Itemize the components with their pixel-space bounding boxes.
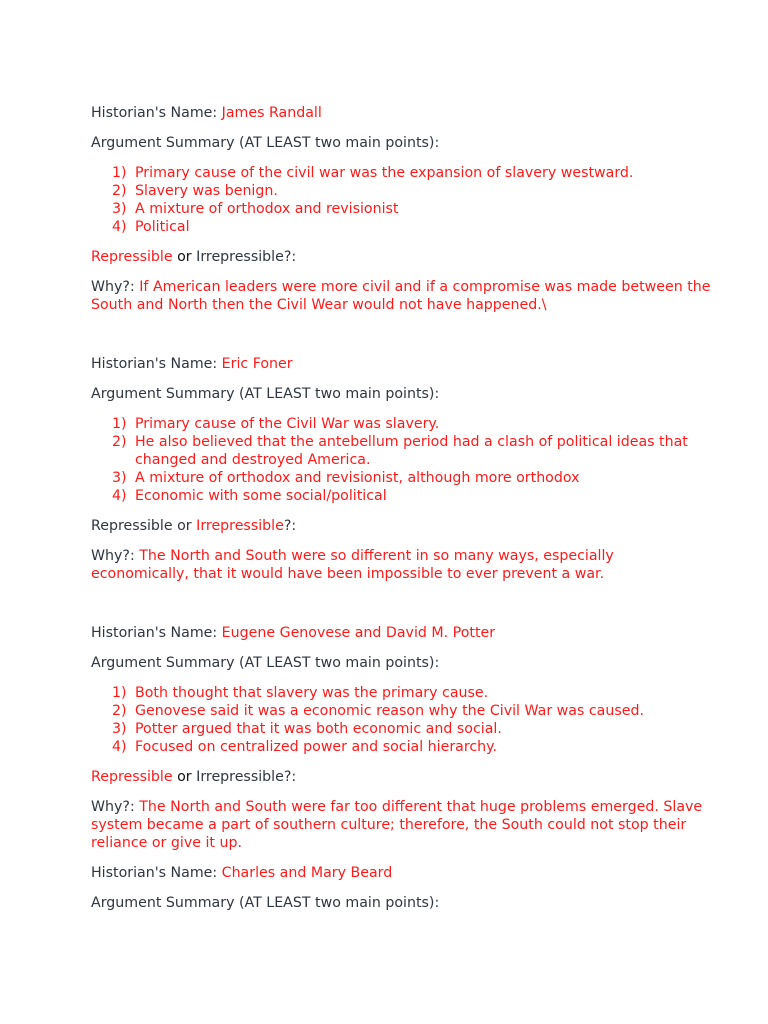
historian-name-line [91,355,711,373]
argument-point [91,218,711,236]
point-number: 4) [112,488,127,504]
argument-point [91,415,711,433]
historian-name-label: Historian's Name: [91,865,222,881]
historian-name-line [91,864,711,882]
question-mark: ?: [283,249,297,265]
why-paragraph [91,278,711,314]
irrepressible-option: Irrepressible [196,518,284,534]
why-paragraph [91,547,711,583]
historian-name-label: Historian's Name: [91,356,222,372]
point-number: 2) [112,434,127,450]
point-text: Primary cause of the Civil War was slavery. [135,416,440,432]
argument-summary-label: Argument Summary (AT LEAST two main points): [91,135,440,151]
argument-point [91,469,711,487]
point-text: Genovese said it was a economic reason why the Civil War was caused. [135,703,644,719]
argument-points-list [91,164,711,236]
repressible-option: Repressible [91,518,173,534]
historian-name-line [91,624,711,642]
point-text: A mixture of orthodox and revisionist, although more orthodox [135,470,580,486]
repressible-question [91,768,711,786]
historian-name-value: Charles and Mary Beard [221,865,393,881]
historian-name-value: Eric Foner [221,356,293,372]
point-number: 4) [112,219,127,235]
point-number: 3) [112,470,127,486]
point-number: 1) [112,165,127,181]
why-paragraph [91,798,711,852]
question-mark: ?: [283,518,297,534]
argument-summary-label: Argument Summary (AT LEAST two main points): [91,895,440,911]
point-number: 4) [112,739,127,755]
or-text: or [172,249,197,265]
point-number: 2) [112,703,127,719]
point-text: Both thought that slavery was the primary cause. [135,685,489,701]
argument-point [91,200,711,218]
point-text: Slavery was benign. [135,183,278,199]
argument-points-list [91,415,711,505]
why-label: Why?: [91,279,140,295]
repressible-option: Repressible [91,249,173,265]
point-text: Economic with some social/political [135,488,387,504]
why-label: Why?: [91,548,140,564]
historian-name-line [91,104,711,122]
why-answer: The North and South were far too different that huge problems emerged. Slave system became a part of southern culture; therefore, the South could not stop their reliance or give it up. [91,799,703,851]
argument-point [91,702,711,720]
argument-point [91,738,711,756]
document-page [91,104,711,912]
point-number: 1) [112,685,127,701]
question-mark: ?: [283,769,297,785]
point-number: 3) [112,201,127,217]
argument-point [91,433,711,469]
point-number: 2) [112,183,127,199]
historian-name-value: James Randall [221,105,322,121]
argument-summary-label: Argument Summary (AT LEAST two main points): [91,655,440,671]
why-answer: If American leaders were more civil and if a compromise was made between the South and North then the Civil Wear would not have happened.\ [91,279,711,313]
why-label: Why?: [91,799,140,815]
point-text: Primary cause of the civil war was the expansion of slavery westward. [135,165,634,181]
argument-point [91,684,711,702]
argument-point [91,164,711,182]
repressible-question [91,248,711,266]
argument-point [91,720,711,738]
irrepressible-option: Irrepressible [196,249,284,265]
point-text: Potter argued that it was both economic and social. [135,721,502,737]
argument-point [91,182,711,200]
historian-name-label: Historian's Name: [91,625,222,641]
point-text: A mixture of orthodox and revisionist [135,201,399,217]
point-text: He also believed that the antebellum period had a clash of political ideas that changed and destroyed America. [135,434,688,468]
argument-summary-label: Argument Summary (AT LEAST two main points): [91,386,440,402]
or-text: or [172,769,197,785]
repressible-question [91,517,711,535]
point-number: 1) [112,416,127,432]
point-text: Focused on centralized power and social hierarchy. [135,739,498,755]
why-answer: The North and South were so different in so many ways, especially economically, that it would have been impossible to ever prevent a war. [91,548,614,582]
irrepressible-option: Irrepressible [196,769,284,785]
argument-points-list [91,684,711,756]
point-number: 3) [112,721,127,737]
historian-name-label: Historian's Name: [91,105,222,121]
or-text: or [172,518,197,534]
point-text: Political [135,219,190,235]
repressible-option: Repressible [91,769,173,785]
historian-name-value: Eugene Genovese and David M. Potter [221,625,496,641]
argument-point [91,487,711,505]
